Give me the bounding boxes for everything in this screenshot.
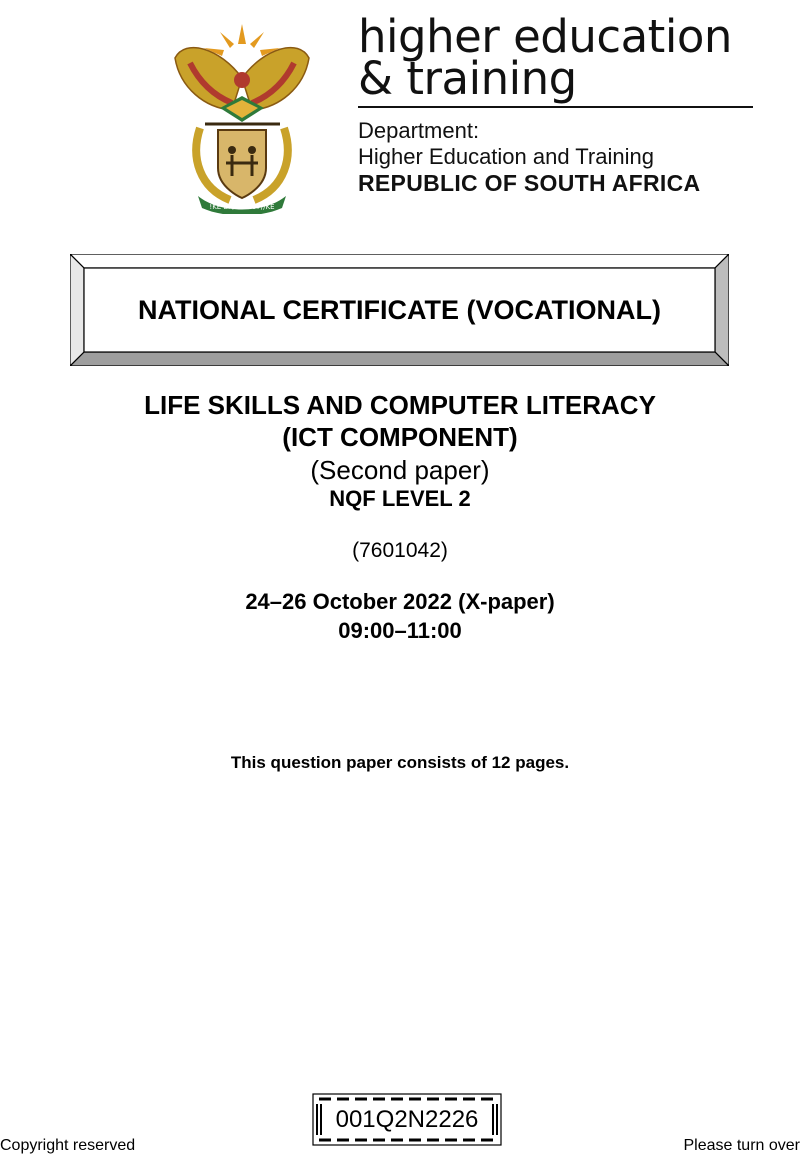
subject-component: (ICT COMPONENT) [282, 422, 518, 452]
exam-time: 09:00–11:00 [338, 618, 462, 643]
subject-code: (7601042) [352, 539, 448, 562]
brand-divider [358, 106, 753, 108]
nqf-level: NQF LEVEL 2 [329, 486, 471, 511]
paper-code: 001Q2N2226 [335, 1106, 479, 1133]
brand-line-2: & training [358, 52, 577, 105]
subject-title: LIFE SKILLS AND COMPUTER LITERACY [144, 390, 656, 420]
brand-line-1: higher education [358, 10, 732, 63]
country-name: REPUBLIC OF SOUTH AFRICA [358, 170, 701, 196]
paper-number: (Second paper) [310, 455, 490, 485]
coat-of-arms-icon [160, 18, 325, 214]
turn-over-note: Please turn over [683, 1137, 800, 1154]
svg-text:!KE E: /XARRA //KE: !KE E: /XARRA //KE [209, 203, 275, 211]
exam-date: 24–26 October 2022 (X-paper) [245, 589, 555, 614]
copyright-notice: Copyright reserved [0, 1137, 136, 1154]
certificate-title: NATIONAL CERTIFICATE (VOCATIONAL) [138, 295, 661, 325]
department-name: Higher Education and Training [358, 144, 654, 169]
department-label: Department: [358, 118, 480, 143]
page-count-note: This question paper consists of 12 pages. [230, 753, 570, 772]
